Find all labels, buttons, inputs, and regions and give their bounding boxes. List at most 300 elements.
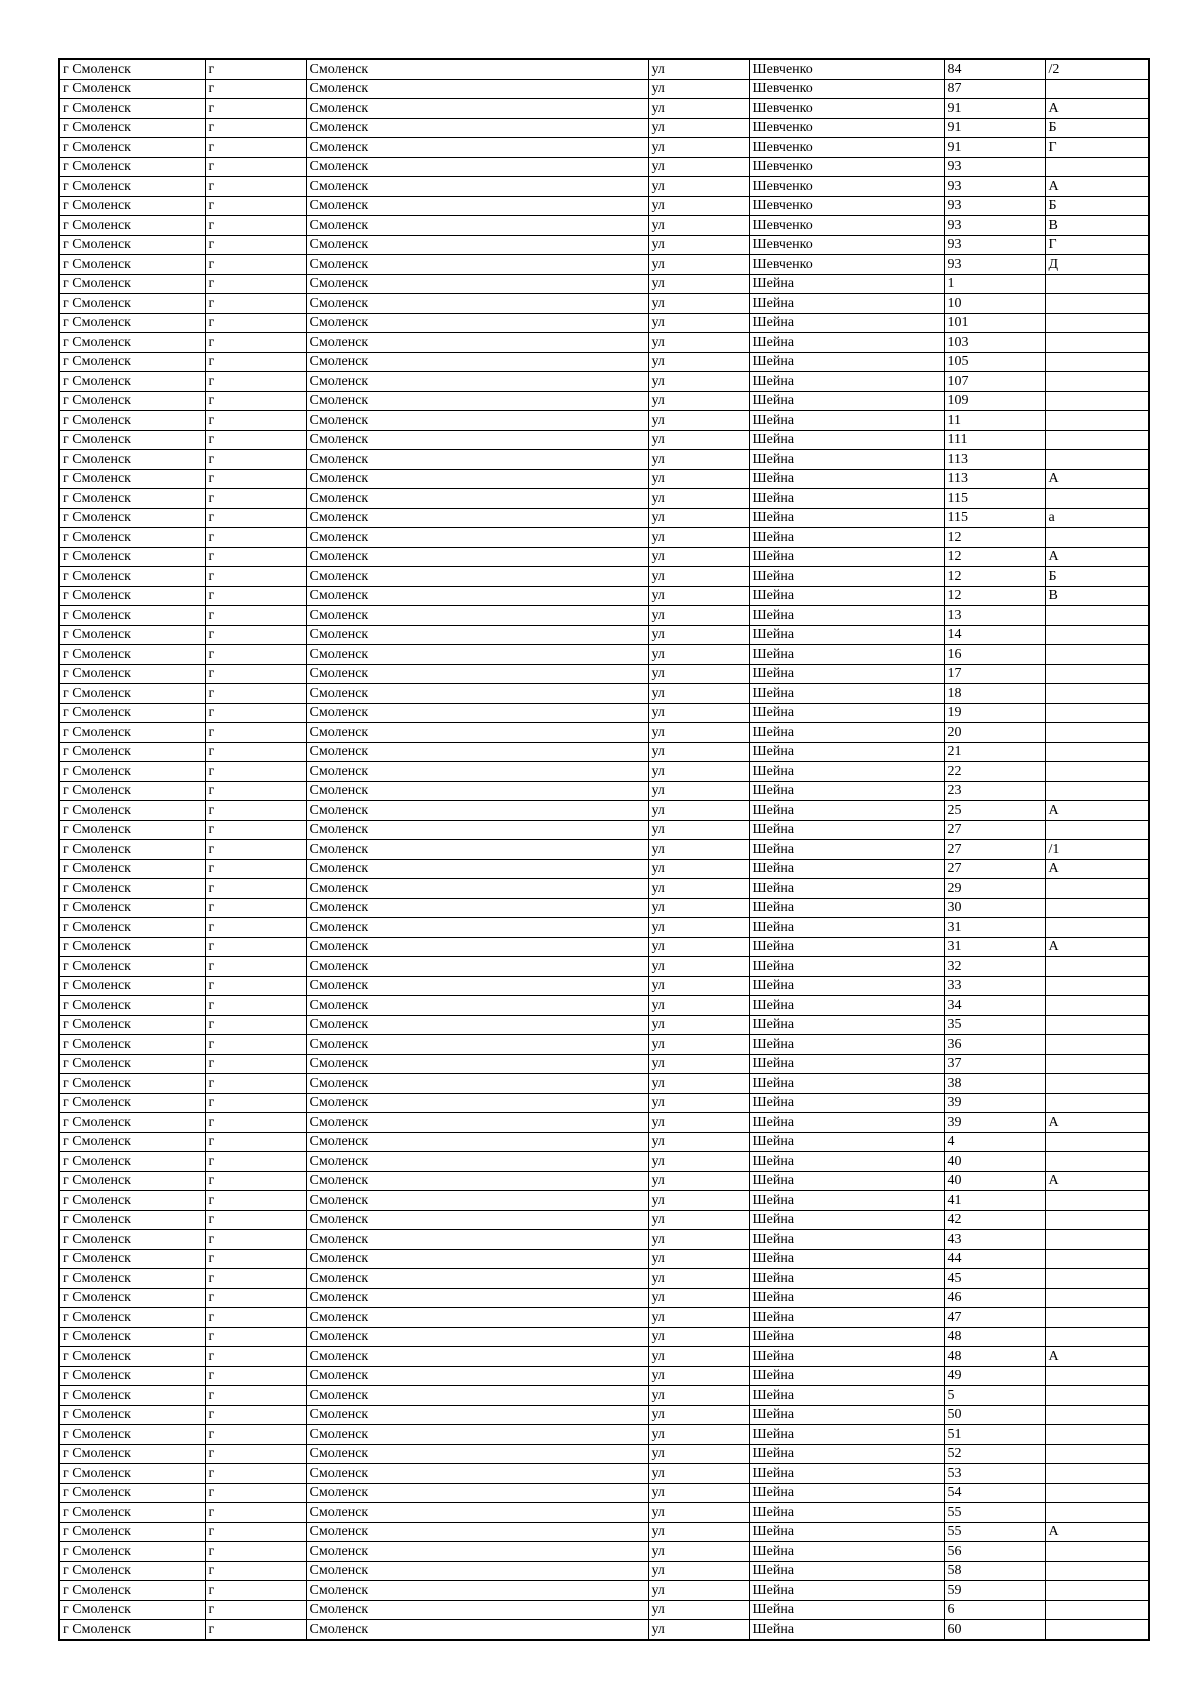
house-number-cell: 18	[944, 684, 1045, 704]
street-name-cell: Шейна	[749, 1093, 944, 1113]
house-number-cell: 93	[944, 216, 1045, 236]
street-type-cell: ул	[648, 1093, 749, 1113]
house-number-cell: 10	[944, 294, 1045, 314]
table-row	[59, 1581, 1149, 1601]
street-type-cell: ул	[648, 1230, 749, 1250]
street-name-cell: Шейна	[749, 625, 944, 645]
house-number-cell: 51	[944, 1425, 1045, 1445]
street-name-cell: Шевченко	[749, 118, 944, 138]
street-name-cell: Шейна	[749, 1444, 944, 1464]
table-row	[59, 937, 1149, 957]
building-suffix-cell	[1045, 1093, 1149, 1113]
region-cell: г Смоленск	[59, 489, 205, 509]
region-cell: г Смоленск	[59, 1561, 205, 1581]
house-number-cell: 42	[944, 1210, 1045, 1230]
region-cell: г Смоленск	[59, 664, 205, 684]
region-cell: г Смоленск	[59, 313, 205, 333]
table-row	[59, 1249, 1149, 1269]
street-name-cell: Шейна	[749, 723, 944, 743]
street-type-cell: ул	[648, 664, 749, 684]
building-suffix-cell	[1045, 1327, 1149, 1347]
region-cell: г Смоленск	[59, 294, 205, 314]
locality-cell: Смоленск	[306, 762, 648, 782]
street-type-cell: ул	[648, 567, 749, 587]
region-cell: г Смоленск	[59, 274, 205, 294]
locality-type-cell: г	[205, 489, 306, 509]
street-name-cell: Шейна	[749, 1581, 944, 1601]
locality-type-cell: г	[205, 138, 306, 158]
table-row	[59, 664, 1149, 684]
region-cell: г Смоленск	[59, 333, 205, 353]
street-name-cell: Шейна	[749, 1405, 944, 1425]
building-suffix-cell	[1045, 1074, 1149, 1094]
house-number-cell: 53	[944, 1464, 1045, 1484]
street-type-cell: ул	[648, 216, 749, 236]
table-row	[59, 859, 1149, 879]
street-type-cell: ул	[648, 1425, 749, 1445]
table-row	[59, 177, 1149, 197]
locality-type-cell: г	[205, 957, 306, 977]
locality-cell: Смоленск	[306, 1581, 648, 1601]
street-type-cell: ул	[648, 781, 749, 801]
table-row	[59, 294, 1149, 314]
table-row	[59, 547, 1149, 567]
region-cell: г Смоленск	[59, 918, 205, 938]
street-name-cell: Шейна	[749, 1210, 944, 1230]
street-type-cell: ул	[648, 1152, 749, 1172]
locality-cell: Смоленск	[306, 333, 648, 353]
street-name-cell: Шейна	[749, 450, 944, 470]
house-number-cell: 16	[944, 645, 1045, 665]
region-cell: г Смоленск	[59, 625, 205, 645]
street-type-cell: ул	[648, 1600, 749, 1620]
street-name-cell: Шейна	[749, 528, 944, 548]
region-cell: г Смоленск	[59, 684, 205, 704]
street-name-cell: Шейна	[749, 274, 944, 294]
street-name-cell: Шейна	[749, 762, 944, 782]
street-type-cell: ул	[648, 1308, 749, 1328]
table-row	[59, 528, 1149, 548]
house-number-cell: 60	[944, 1620, 1045, 1640]
street-name-cell: Шейна	[749, 1366, 944, 1386]
house-number-cell: 29	[944, 879, 1045, 899]
locality-cell: Смоленск	[306, 567, 648, 587]
house-number-cell: 87	[944, 79, 1045, 99]
building-suffix-cell	[1045, 898, 1149, 918]
house-number-cell: 40	[944, 1171, 1045, 1191]
locality-type-cell: г	[205, 528, 306, 548]
building-suffix-cell	[1045, 1600, 1149, 1620]
region-cell: г Смоленск	[59, 1503, 205, 1523]
street-name-cell: Шейна	[749, 352, 944, 372]
locality-cell: Смоленск	[306, 1171, 648, 1191]
locality-type-cell: г	[205, 1308, 306, 1328]
locality-type-cell: г	[205, 255, 306, 275]
building-suffix-cell	[1045, 1191, 1149, 1211]
region-cell: г Смоленск	[59, 216, 205, 236]
locality-cell: Смоленск	[306, 1210, 648, 1230]
street-name-cell: Шейна	[749, 567, 944, 587]
region-cell: г Смоленск	[59, 781, 205, 801]
locality-type-cell: г	[205, 1464, 306, 1484]
street-name-cell: Шейна	[749, 606, 944, 626]
table-row	[59, 1522, 1149, 1542]
locality-type-cell: г	[205, 372, 306, 392]
table-row	[59, 879, 1149, 899]
locality-type-cell: г	[205, 684, 306, 704]
table-row	[59, 79, 1149, 99]
street-type-cell: ул	[648, 1542, 749, 1562]
street-type-cell: ул	[648, 352, 749, 372]
table-row	[59, 118, 1149, 138]
table-row	[59, 1444, 1149, 1464]
street-type-cell: ул	[648, 469, 749, 489]
house-number-cell: 115	[944, 489, 1045, 509]
locality-cell: Смоленск	[306, 742, 648, 762]
house-number-cell: 48	[944, 1347, 1045, 1367]
region-cell: г Смоленск	[59, 1093, 205, 1113]
street-type-cell: ул	[648, 1366, 749, 1386]
street-type-cell: ул	[648, 274, 749, 294]
region-cell: г Смоленск	[59, 177, 205, 197]
house-number-cell: 23	[944, 781, 1045, 801]
region-cell: г Смоленск	[59, 1113, 205, 1133]
building-suffix-cell: В	[1045, 586, 1149, 606]
locality-type-cell: г	[205, 59, 306, 79]
building-suffix-cell	[1045, 1210, 1149, 1230]
street-type-cell: ул	[648, 1035, 749, 1055]
region-cell: г Смоленск	[59, 1366, 205, 1386]
street-type-cell: ул	[648, 1132, 749, 1152]
street-type-cell: ул	[648, 586, 749, 606]
region-cell: г Смоленск	[59, 138, 205, 158]
locality-cell: Смоленск	[306, 1113, 648, 1133]
street-type-cell: ул	[648, 372, 749, 392]
street-name-cell: Шейна	[749, 547, 944, 567]
locality-cell: Смоленск	[306, 1054, 648, 1074]
region-cell: г Смоленск	[59, 1464, 205, 1484]
building-suffix-cell	[1045, 372, 1149, 392]
house-number-cell: 32	[944, 957, 1045, 977]
building-suffix-cell	[1045, 1230, 1149, 1250]
building-suffix-cell	[1045, 1308, 1149, 1328]
street-name-cell: Шейна	[749, 1483, 944, 1503]
locality-type-cell: г	[205, 1347, 306, 1367]
locality-cell: Смоленск	[306, 1132, 648, 1152]
street-type-cell: ул	[648, 1561, 749, 1581]
street-name-cell: Шейна	[749, 859, 944, 879]
table-row	[59, 762, 1149, 782]
region-cell: г Смоленск	[59, 157, 205, 177]
building-suffix-cell	[1045, 313, 1149, 333]
street-type-cell: ул	[648, 742, 749, 762]
building-suffix-cell	[1045, 430, 1149, 450]
street-type-cell: ул	[648, 1074, 749, 1094]
table-row	[59, 801, 1149, 821]
street-name-cell: Шейна	[749, 742, 944, 762]
table-row	[59, 1464, 1149, 1484]
house-number-cell: 43	[944, 1230, 1045, 1250]
region-cell: г Смоленск	[59, 196, 205, 216]
house-number-cell: 5	[944, 1386, 1045, 1406]
region-cell: г Смоленск	[59, 411, 205, 431]
house-number-cell: 107	[944, 372, 1045, 392]
building-suffix-cell	[1045, 1444, 1149, 1464]
locality-cell: Смоленск	[306, 547, 648, 567]
street-name-cell: Шейна	[749, 1386, 944, 1406]
locality-cell: Смоленск	[306, 118, 648, 138]
locality-type-cell: г	[205, 333, 306, 353]
locality-cell: Смоленск	[306, 840, 648, 860]
street-type-cell: ул	[648, 157, 749, 177]
region-cell: г Смоленск	[59, 1152, 205, 1172]
locality-cell: Смоленск	[306, 430, 648, 450]
region-cell: г Смоленск	[59, 1425, 205, 1445]
address-table	[58, 58, 1150, 1641]
street-type-cell: ул	[648, 918, 749, 938]
street-type-cell: ул	[648, 1405, 749, 1425]
table-row	[59, 625, 1149, 645]
region-cell: г Смоленск	[59, 1132, 205, 1152]
street-name-cell: Шейна	[749, 703, 944, 723]
locality-cell: Смоленск	[306, 235, 648, 255]
table-row	[59, 216, 1149, 236]
house-number-cell: 34	[944, 996, 1045, 1016]
building-suffix-cell	[1045, 625, 1149, 645]
locality-cell: Смоленск	[306, 957, 648, 977]
street-name-cell: Шейна	[749, 879, 944, 899]
street-name-cell: Шейна	[749, 430, 944, 450]
address-table-body	[59, 59, 1149, 1640]
locality-cell: Смоленск	[306, 79, 648, 99]
locality-type-cell: г	[205, 801, 306, 821]
region-cell: г Смоленск	[59, 1327, 205, 1347]
region-cell: г Смоленск	[59, 255, 205, 275]
street-name-cell: Шейна	[749, 294, 944, 314]
building-suffix-cell	[1045, 1366, 1149, 1386]
locality-type-cell: г	[205, 274, 306, 294]
locality-cell: Смоленск	[306, 645, 648, 665]
locality-cell: Смоленск	[306, 937, 648, 957]
locality-type-cell: г	[205, 1015, 306, 1035]
locality-cell: Смоленск	[306, 216, 648, 236]
street-type-cell: ул	[648, 1269, 749, 1289]
locality-type-cell: г	[205, 1522, 306, 1542]
region-cell: г Смоленск	[59, 1230, 205, 1250]
region-cell: г Смоленск	[59, 1405, 205, 1425]
table-row	[59, 1035, 1149, 1055]
building-suffix-cell	[1045, 781, 1149, 801]
house-number-cell: 113	[944, 469, 1045, 489]
building-suffix-cell	[1045, 1269, 1149, 1289]
street-type-cell: ул	[648, 1054, 749, 1074]
street-type-cell: ул	[648, 625, 749, 645]
street-name-cell: Шейна	[749, 508, 944, 528]
locality-type-cell: г	[205, 762, 306, 782]
house-number-cell: 17	[944, 664, 1045, 684]
building-suffix-cell	[1045, 1152, 1149, 1172]
house-number-cell: 115	[944, 508, 1045, 528]
house-number-cell: 93	[944, 255, 1045, 275]
table-row	[59, 138, 1149, 158]
building-suffix-cell	[1045, 1054, 1149, 1074]
locality-type-cell: г	[205, 1288, 306, 1308]
locality-cell: Смоленск	[306, 684, 648, 704]
table-row	[59, 411, 1149, 431]
building-suffix-cell	[1045, 1561, 1149, 1581]
table-row	[59, 430, 1149, 450]
table-row	[59, 1269, 1149, 1289]
house-number-cell: 50	[944, 1405, 1045, 1425]
locality-type-cell: г	[205, 469, 306, 489]
locality-type-cell: г	[205, 411, 306, 431]
locality-type-cell: г	[205, 157, 306, 177]
house-number-cell: 111	[944, 430, 1045, 450]
table-row	[59, 469, 1149, 489]
building-suffix-cell	[1045, 976, 1149, 996]
building-suffix-cell	[1045, 391, 1149, 411]
house-number-cell: 36	[944, 1035, 1045, 1055]
street-type-cell: ул	[648, 1288, 749, 1308]
house-number-cell: 22	[944, 762, 1045, 782]
locality-cell: Смоленск	[306, 489, 648, 509]
locality-type-cell: г	[205, 879, 306, 899]
locality-cell: Смоленск	[306, 820, 648, 840]
house-number-cell: 40	[944, 1152, 1045, 1172]
table-row	[59, 957, 1149, 977]
locality-cell: Смоленск	[306, 313, 648, 333]
table-row	[59, 898, 1149, 918]
region-cell: г Смоленск	[59, 99, 205, 119]
locality-type-cell: г	[205, 918, 306, 938]
house-number-cell: 21	[944, 742, 1045, 762]
building-suffix-cell	[1045, 528, 1149, 548]
locality-cell: Смоленск	[306, 391, 648, 411]
locality-type-cell: г	[205, 216, 306, 236]
house-number-cell: 59	[944, 1581, 1045, 1601]
street-name-cell: Шейна	[749, 489, 944, 509]
table-row	[59, 684, 1149, 704]
house-number-cell: 27	[944, 859, 1045, 879]
house-number-cell: 91	[944, 118, 1045, 138]
locality-type-cell: г	[205, 703, 306, 723]
region-cell: г Смоленск	[59, 1444, 205, 1464]
locality-cell: Смоленск	[306, 352, 648, 372]
street-name-cell: Шейна	[749, 313, 944, 333]
street-name-cell: Шевченко	[749, 255, 944, 275]
street-type-cell: ул	[648, 489, 749, 509]
building-suffix-cell	[1045, 957, 1149, 977]
region-cell: г Смоленск	[59, 528, 205, 548]
locality-type-cell: г	[205, 391, 306, 411]
building-suffix-cell	[1045, 79, 1149, 99]
locality-type-cell: г	[205, 781, 306, 801]
house-number-cell: 103	[944, 333, 1045, 353]
locality-type-cell: г	[205, 99, 306, 119]
street-type-cell: ул	[648, 118, 749, 138]
locality-type-cell: г	[205, 1444, 306, 1464]
street-type-cell: ул	[648, 1444, 749, 1464]
building-suffix-cell: А	[1045, 1347, 1149, 1367]
building-suffix-cell	[1045, 411, 1149, 431]
building-suffix-cell: А	[1045, 99, 1149, 119]
street-type-cell: ул	[648, 762, 749, 782]
building-suffix-cell	[1045, 1035, 1149, 1055]
house-number-cell: 55	[944, 1503, 1045, 1523]
street-name-cell: Шейна	[749, 957, 944, 977]
locality-type-cell: г	[205, 1405, 306, 1425]
building-suffix-cell	[1045, 1581, 1149, 1601]
locality-cell: Смоленск	[306, 508, 648, 528]
region-cell: г Смоленск	[59, 1542, 205, 1562]
table-row	[59, 508, 1149, 528]
locality-type-cell: г	[205, 118, 306, 138]
street-type-cell: ул	[648, 703, 749, 723]
house-number-cell: 48	[944, 1327, 1045, 1347]
street-name-cell: Шейна	[749, 1542, 944, 1562]
table-row	[59, 1191, 1149, 1211]
locality-cell: Смоленск	[306, 625, 648, 645]
house-number-cell: 35	[944, 1015, 1045, 1035]
locality-cell: Смоленск	[306, 801, 648, 821]
locality-cell: Смоленск	[306, 1620, 648, 1640]
locality-cell: Смоленск	[306, 879, 648, 899]
building-suffix-cell	[1045, 996, 1149, 1016]
building-suffix-cell: А	[1045, 859, 1149, 879]
street-type-cell: ул	[648, 59, 749, 79]
house-number-cell: 56	[944, 1542, 1045, 1562]
building-suffix-cell	[1045, 1288, 1149, 1308]
street-type-cell: ул	[648, 606, 749, 626]
locality-type-cell: г	[205, 450, 306, 470]
locality-type-cell: г	[205, 898, 306, 918]
street-type-cell: ул	[648, 1191, 749, 1211]
region-cell: г Смоленск	[59, 1288, 205, 1308]
building-suffix-cell	[1045, 703, 1149, 723]
locality-cell: Смоленск	[306, 294, 648, 314]
locality-type-cell: г	[205, 1483, 306, 1503]
locality-type-cell: г	[205, 1620, 306, 1640]
street-name-cell: Шевченко	[749, 59, 944, 79]
street-type-cell: ул	[648, 430, 749, 450]
locality-type-cell: г	[205, 508, 306, 528]
table-row	[59, 489, 1149, 509]
region-cell: г Смоленск	[59, 1308, 205, 1328]
locality-cell: Смоленск	[306, 177, 648, 197]
locality-cell: Смоленск	[306, 1464, 648, 1484]
locality-cell: Смоленск	[306, 723, 648, 743]
region-cell: г Смоленск	[59, 1581, 205, 1601]
locality-cell: Смоленск	[306, 196, 648, 216]
locality-cell: Смоленск	[306, 157, 648, 177]
region-cell: г Смоленск	[59, 976, 205, 996]
locality-cell: Смоленск	[306, 1308, 648, 1328]
street-type-cell: ул	[648, 235, 749, 255]
building-suffix-cell	[1045, 606, 1149, 626]
house-number-cell: 105	[944, 352, 1045, 372]
locality-cell: Смоленск	[306, 450, 648, 470]
table-row	[59, 450, 1149, 470]
locality-cell: Смоленск	[306, 1444, 648, 1464]
building-suffix-cell: а	[1045, 508, 1149, 528]
building-suffix-cell: Д	[1045, 255, 1149, 275]
locality-type-cell: г	[205, 645, 306, 665]
locality-type-cell: г	[205, 567, 306, 587]
house-number-cell: 54	[944, 1483, 1045, 1503]
region-cell: г Смоленск	[59, 762, 205, 782]
table-row	[59, 918, 1149, 938]
house-number-cell: 91	[944, 99, 1045, 119]
